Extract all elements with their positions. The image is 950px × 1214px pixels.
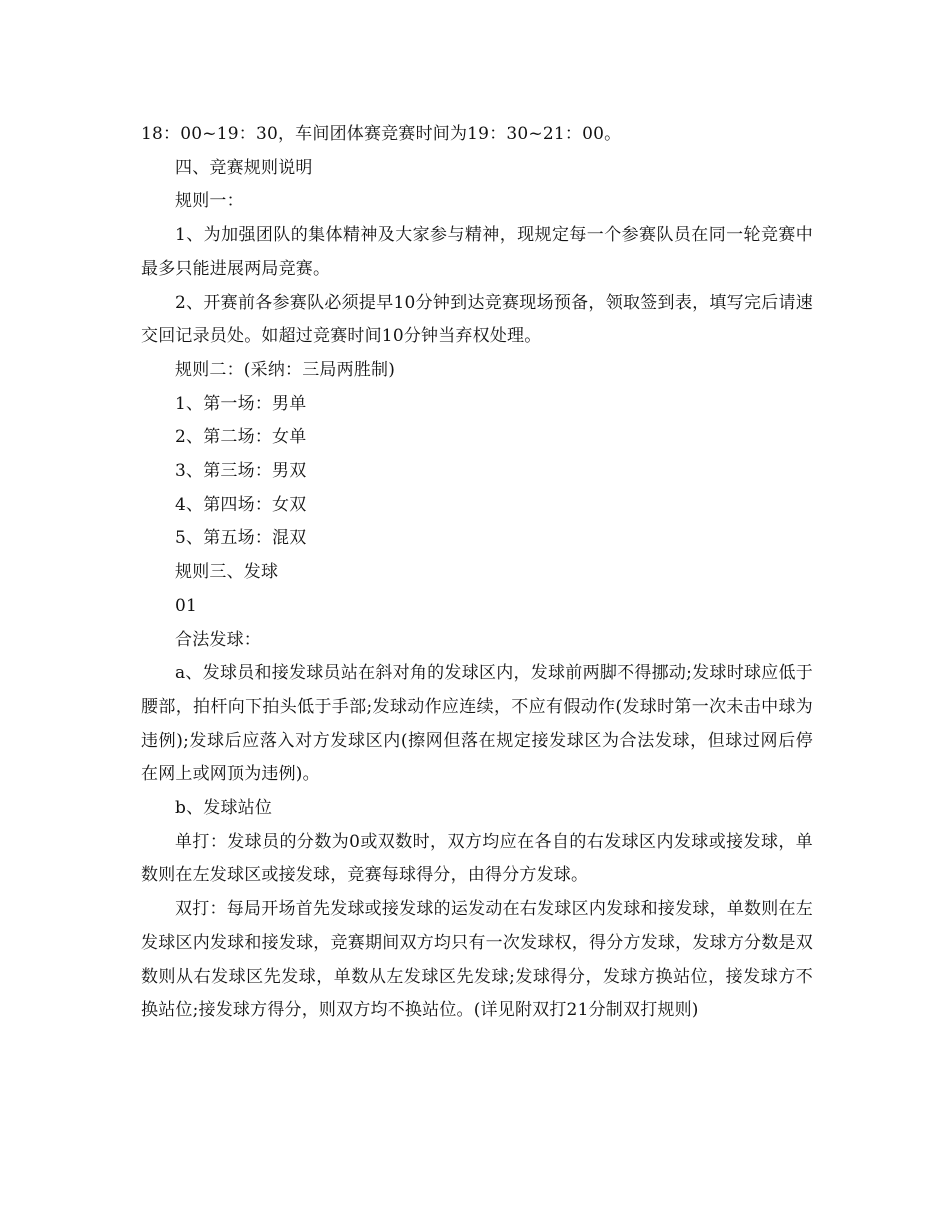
list-item-match-2: 2、第二场：女单 <box>175 427 307 448</box>
paragraph-serve-rule-a: a、发球员和接发球员站在斜对角的发球区内，发球前两脚不得挪动;发球时球应低于腰部，拍杆向下拍头低于手部;发球动作应连续，不应有假动作(发球时第一次未击中球为违例);发球后应落入对方发球区内(擦网但落在规定接发球区为合法发球，但球过网后停在网上或网顶为违例)。 <box>141 663 813 785</box>
paragraph-rule-one-item-1: 1、为加强团队的集体精神及大家参与精神，现规定每一个参赛队员在同一轮竞赛中最多只能进展两局竞赛。 <box>141 225 813 279</box>
section-number: 01 <box>175 595 198 616</box>
heading-rule-two: 规则二：(采纳：三局两胜制) <box>175 359 396 380</box>
list-item-match-4: 4、第四场：女双 <box>175 494 307 515</box>
paragraph-singles-rule: 单打：发球员的分数为0或双数时，双方均应在各自的右发球区内发球或接发球，单数则在左发球区或接发球，竞赛每球得分，由得分方发球。 <box>141 831 813 886</box>
paragraph-rule-one-item-2: 2、开赛前各参赛队必须提早10分钟到达竞赛现场预备，领取签到表，填写完后请速交回记录员处。如超过竞赛时间10分钟当弃权处理。 <box>141 292 813 347</box>
heading-serve-position: b、发球站位 <box>175 798 273 819</box>
list-item-match-5: 5、第五场：混双 <box>175 528 307 549</box>
heading-rule-one: 规则一： <box>175 191 244 212</box>
document-body <box>141 118 813 1028</box>
heading-competition-rules: 四、竞赛规则说明 <box>175 157 313 178</box>
heading-legal-serve: 合法发球： <box>175 629 261 650</box>
heading-rule-three: 规则三、发球 <box>175 562 279 583</box>
list-item-match-1: 1、第一场：男单 <box>175 393 307 414</box>
list-item-match-3: 3、第三场：男双 <box>175 461 307 482</box>
paragraph-doubles-rule: 双打：每局开场首先发球或接发球的运发动在右发球区内发球和接发球，单数则在左发球区内发球和接发球，竞赛期间双方均只有一次发球权，得分方发球，发球方分数是双数则从右发球区先发球，单数从左发球区先发球;发球得分，发球方换站位，接发球方不换站位;接发球方得分，则双方均不换站位。(详见附双打21分制双打规则) <box>141 899 813 1021</box>
paragraph-time-schedule: 18：00~19：30，车间团体赛竞赛时间为19：30~21：00。 <box>141 124 622 144</box>
